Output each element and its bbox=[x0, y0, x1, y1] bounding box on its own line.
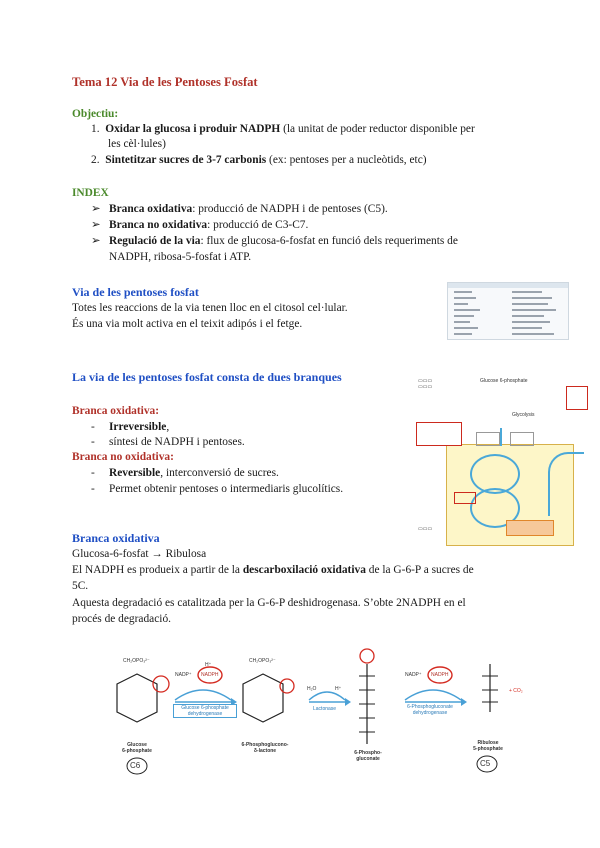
branca-no-oxidativa-heading: Branca no oxidativa: bbox=[72, 451, 174, 463]
branca-oxidativa-heading: Branca oxidativa: bbox=[72, 405, 160, 417]
no-oxidativa-item-2: - Permet obtenir pentoses o intermediaris glucolítics. bbox=[91, 483, 344, 495]
index-heading: INDEX bbox=[72, 187, 109, 199]
nadph-label: NADPH bbox=[431, 672, 449, 678]
scheme-node bbox=[476, 432, 500, 446]
enzyme-g6pd-label: Glucose 6-phosphate dehydrogenase bbox=[173, 704, 237, 718]
nadph-label: NADPH bbox=[201, 672, 219, 678]
enzyme-table-image bbox=[447, 282, 569, 340]
via-line-2: És una via molt activa en el teixit adipós i el fetge. bbox=[72, 318, 303, 330]
objectiu-item-2: 2. Sintetitzar sucres de 3-7 carbonis (ex: pentoses per a nucleòtids, etc) bbox=[91, 154, 427, 166]
h2o-label: H₂O bbox=[307, 686, 317, 692]
c6-label: C6 bbox=[130, 761, 141, 770]
paragraph-2-line-1: Aquesta degradació es catalitzada per la G-6-P deshidrogenasa. S’obte 2NADPH en el bbox=[72, 597, 466, 609]
ribulose-5-phosphate-label: Ribulose 5-phosphate bbox=[473, 740, 503, 752]
scheme-label-g6p: Glucose 6-phosphate bbox=[480, 378, 528, 384]
pathway-scheme-figure bbox=[416, 372, 586, 550]
scheme-orange-box bbox=[506, 520, 554, 536]
arrow-bullet-icon: ➢ bbox=[91, 235, 101, 247]
scheme-red-circle bbox=[454, 492, 476, 504]
branca-oxidativa-section-heading: Branca oxidativa bbox=[72, 531, 160, 545]
ch2opo3-label: CH₂OPO₃²⁻ bbox=[249, 658, 276, 664]
via-heading: Via de les pentoses fosfat bbox=[72, 285, 199, 299]
objectiu-item-1: 1. Oxidar la glucosa i produir NADPH (la unitat de poder reductor disponible per bbox=[91, 123, 475, 135]
ch2opo3-label: CH₂OPO₃²⁻ bbox=[123, 658, 150, 664]
index-item-1: ➢ Branca oxidativa: producció de NADPH i de pentoses (C5). bbox=[91, 203, 388, 215]
scheme-red-box-right bbox=[566, 386, 588, 410]
index-item-3: ➢ Regulació de la via: flux de glucosa-6-fosfat en funció dels requeriments de bbox=[91, 235, 458, 247]
index-item-3-cont: NADPH, ribosa-5-fosfat i ATP. bbox=[109, 251, 252, 263]
paragraph-1: El NADPH es produeix a partir de la descarboxilació oxidativa de la G-6-P a sucres de bbox=[72, 564, 474, 576]
index-item-2: ➢ Branca no oxidativa: producció de C3-C7. bbox=[91, 219, 309, 231]
objectiu-heading: Objectiu: bbox=[72, 108, 119, 120]
oxidativa-item-1: - Irreversible, bbox=[91, 421, 170, 433]
scheme-label-top: ▭▭▭ ▭▭▭ bbox=[418, 378, 433, 390]
scheme-node bbox=[510, 432, 534, 446]
glucose-6-phosphate-label: Glucose 6-phosphate bbox=[122, 742, 152, 754]
scheme-red-box-left bbox=[416, 422, 462, 446]
nadp-label: NADP⁺ bbox=[175, 672, 192, 678]
no-oxidativa-item-1: - Reversible, interconversió de sucres. bbox=[91, 467, 279, 479]
page-title: Tema 12 Via de les Pentoses Fosfat bbox=[72, 75, 258, 89]
reaction-line: Glucosa-6-fosfat → Ribulosa bbox=[72, 548, 207, 560]
arrow-bullet-icon: ➢ bbox=[91, 203, 101, 215]
nadp-label: NADP⁺ bbox=[405, 672, 422, 678]
6-phosphoglucono-lactone-label: 6-Phosphoglucono- δ-lactone bbox=[241, 742, 289, 754]
via-line-1: Totes les reaccions de la via tenen lloc en el citosol cel·lular. bbox=[72, 302, 348, 314]
c5-label: C5 bbox=[480, 759, 491, 768]
paragraph-1-cont: 5C. bbox=[72, 580, 89, 592]
scheme-label-glycolysis: Glycolysis bbox=[512, 412, 535, 418]
oxidative-reaction-figure bbox=[95, 640, 535, 780]
co2-label: + CO₂ bbox=[509, 688, 523, 694]
arrow-bullet-icon: ➢ bbox=[91, 219, 101, 231]
h-plus-label: H⁺ bbox=[335, 686, 342, 692]
paragraph-2-line-2: procés de degradació. bbox=[72, 613, 171, 625]
scheme-arrow bbox=[500, 428, 502, 446]
h-plus-label: H⁺ bbox=[205, 662, 212, 668]
scheme-label-bottom: ▭▭▭ bbox=[418, 526, 433, 532]
branques-heading: La via de les pentoses fosfat consta de dues branques bbox=[72, 370, 342, 384]
6-phosphogluconate-label: 6-Phospho- gluconate bbox=[354, 750, 382, 762]
enzyme-6pgd-label: 6-Phosphogluconate dehydrogenase bbox=[407, 704, 453, 716]
scheme-curved-arrow bbox=[548, 452, 584, 516]
oxidativa-item-2: - síntesi de NADPH i pentoses. bbox=[91, 436, 245, 448]
objectiu-item-1-cont: les cèl·lules) bbox=[108, 138, 166, 150]
enzyme-lactonase-label: Lactonase bbox=[313, 706, 337, 712]
